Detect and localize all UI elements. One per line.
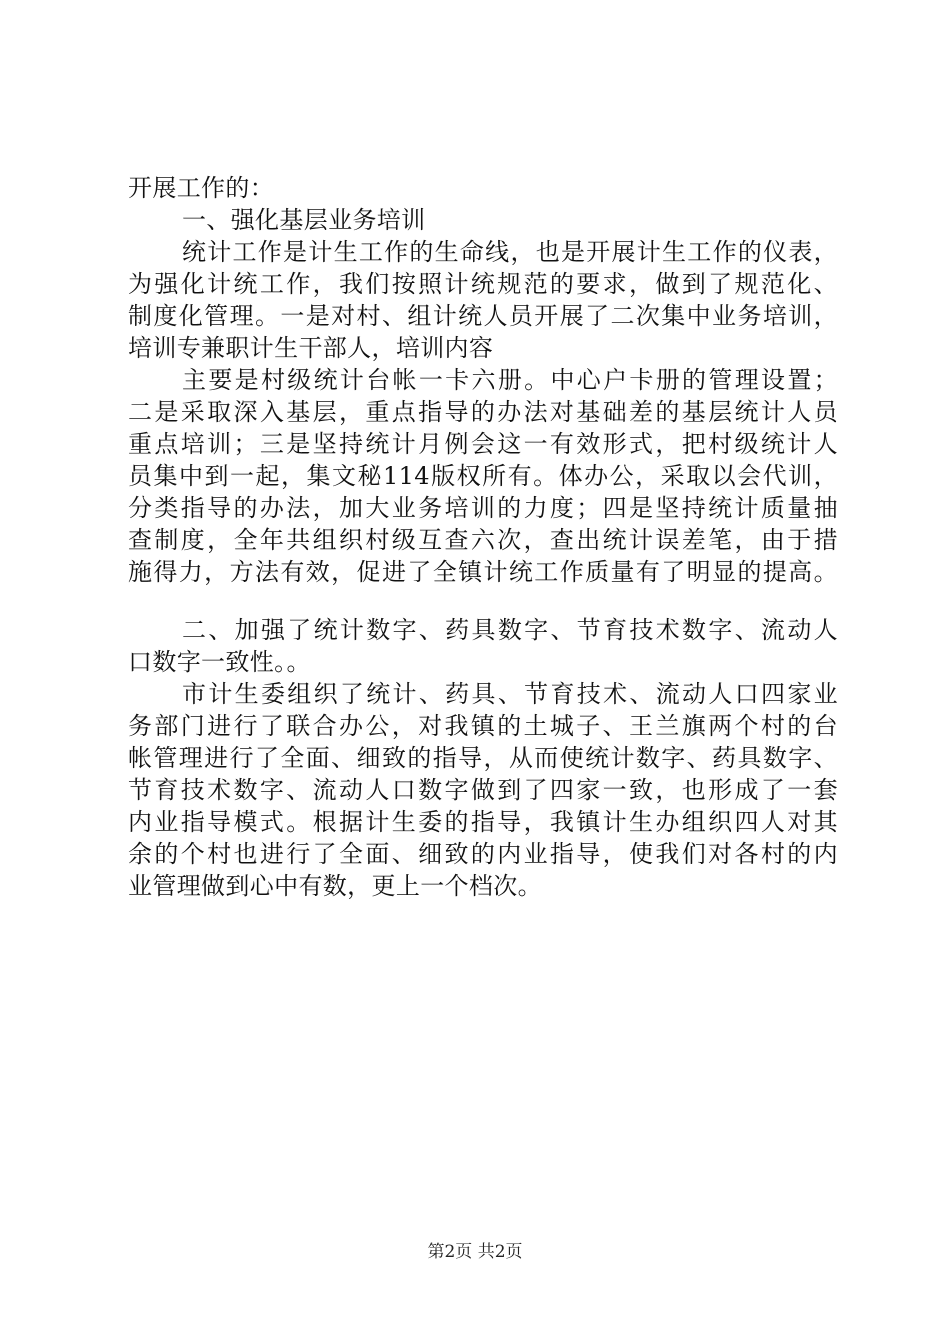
text-line: 统计工作是计生工作的生命线，也是开展计生工作的仪表， [182, 238, 838, 266]
text-line: 制度化管理。一是对村、组计统人员开展了二次集中业务培训， [128, 302, 838, 330]
text-line: 帐管理进行了全面、细致的指导，从而使统计数字、药具数字、 [128, 744, 838, 772]
text-line: 余的个村也进行了全面、细致的内业指导，使我们对各村的内 [128, 840, 838, 868]
text-line-intro: 开展工作的： [128, 174, 275, 202]
text-line: 市计生委组织了统计、药具、节育技术、流动人口四家业 [182, 680, 838, 708]
text-line: 分类指导的办法，加大业务培训的力度；四是坚持统计质量抽 [128, 494, 838, 522]
paragraph-gap [128, 588, 838, 614]
text-line: 务部门进行了联合办公，对我镇的土城子、王兰旗两个村的台 [128, 712, 838, 740]
text-line: 查制度，全年共组织村级互查六次，查出统计误差笔，由于措 [128, 526, 838, 554]
text-line: 主要是村级统计台帐一卡六册。中心户卡册的管理设置； [182, 366, 838, 394]
text-line: 员集中到一起，集文秘114版权所有。体办公，采取以会代训， [128, 462, 838, 490]
section-heading-2: 二、加强了统计数字、药具数字、节育技术数字、流动人 [182, 616, 838, 644]
text-line: 节育技术数字、流动人口数字做到了四家一致，也形成了一套 [128, 776, 838, 804]
text-line: 重点培训；三是坚持统计月例会这一有效形式，把村级统计人 [128, 430, 838, 458]
text-line: 内业指导模式。根据计生委的指导，我镇计生办组织四人对其 [128, 808, 838, 836]
text-line: 施得力，方法有效，促进了全镇计统工作质量有了明显的提高。 [128, 558, 838, 586]
page-number-footer: 第2页 共2页 [427, 1242, 523, 1262]
text-line: 培训专兼职计生干部人，培训内容 [128, 334, 494, 362]
section-heading-1: 一、强化基层业务培训 [182, 206, 426, 234]
text-line: 为强化计统工作，我们按照计统规范的要求，做到了规范化、 [128, 270, 838, 298]
text-line: 业管理做到心中有数，更上一个档次。 [128, 872, 542, 900]
section-heading-2-cont: 口数字一致性。。 [128, 648, 311, 676]
document-body [128, 172, 838, 902]
text-line: 二是采取深入基层，重点指导的办法对基础差的基层统计人员 [128, 398, 838, 426]
